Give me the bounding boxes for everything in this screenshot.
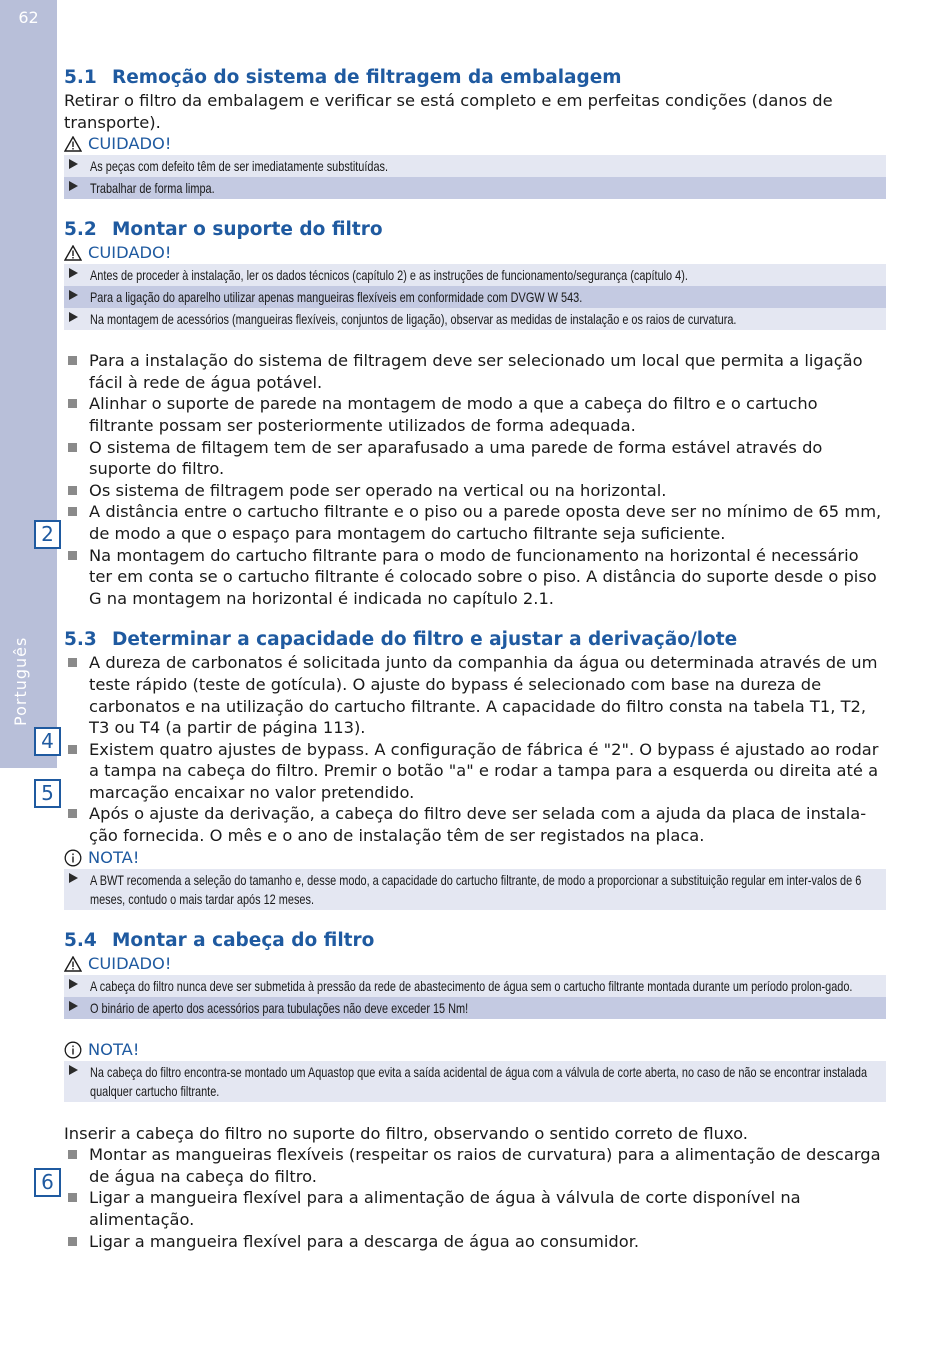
list-item: Para a instalação do sistema de filtragem deve ser selecionado um local que permita a ligação fácil à rede de água potável.	[64, 350, 886, 393]
note-row: A BWT recomenda a seleção do tamanho e, desse modo, a capacidade do cartucho filtrante, de modo a proporcionar a substituição regular em inter-valos de 6 meses, contudo o mais tardar após 12 meses.	[64, 869, 886, 910]
page-number: 62	[18, 8, 39, 27]
caution-label: CUIDADO!	[64, 242, 886, 264]
arrow-right-icon	[69, 181, 78, 191]
section-paragraph: Retirar o filtro da embalagem e verificar se está completo e em perfeitas condições (danos de transporte).	[64, 91, 833, 132]
list-item: Alinhar o suporte de parede na montagem de modo a que a cabeça do filtro e o cartucho filtrante possam ser posteriormente utilizados de forma adequada.	[64, 393, 886, 436]
list-item: A dureza de carbonatos é solicitada junto da companhia da água ou determinada através de um teste rápido (teste de gotícula). O ajuste do bypass é selecionado com base na dureza de carbonatos e na utilização do cartucho filtrante. A capacidade do filtro consta na tabela T1, T2, T3 ou T4 (a partir de página 113).	[64, 652, 886, 738]
note-row: Na cabeça do filtro encontra-se montado um Aquastop que evita a saída acidental de água com a válvula de corte aberta, no caso de não se encontrar instalada qualquer cartucho filtrante.	[64, 1061, 886, 1102]
note-row: As peças com defeito têm de ser imediatamente substituídas.	[64, 155, 886, 177]
notice-label: NOTA!	[64, 1039, 886, 1061]
section-heading-5-2: 5.2 Montar o suporte do filtro	[64, 219, 383, 241]
list-item: Existem quatro ajustes de bypass. A configuração de fábrica é "2". O bypass é ajustado ao rodar a tampa na cabeça do filtro. Premir o botão "a" e rodar a tampa para a esquerda ou direita até a marcação encaixar no valor pretendido.	[64, 739, 886, 804]
caution-label: CUIDADO!	[64, 133, 886, 155]
note-row: O binário de aperto dos acessórios para tubulações não deve exceder 15 Nm!	[64, 997, 886, 1019]
info-circle-icon	[64, 1041, 82, 1059]
list-item: Ligar a mangueira flexível para a alimentação de água à válvula de corte disponível na alimentação.	[64, 1187, 886, 1230]
arrow-right-icon	[69, 268, 78, 278]
info-circle-icon	[64, 849, 82, 867]
warning-triangle-icon	[64, 245, 82, 261]
figure-ref-4: 4	[34, 727, 61, 756]
arrow-right-icon	[69, 1065, 78, 1075]
language-tab: Português	[11, 636, 30, 726]
notice-label: NOTA!	[64, 847, 886, 869]
section-heading-5-4: 5.4 Montar a cabeça do filtro	[64, 929, 375, 951]
section-paragraph: Inserir a cabeça do filtro no suporte do filtro, observando o sentido correto de fluxo.	[64, 1123, 748, 1143]
arrow-right-icon	[69, 873, 78, 883]
bullet-list	[64, 652, 886, 846]
bullet-list	[64, 1144, 886, 1252]
list-item: Os sistema de filtragem pode ser operado na vertical ou na horizontal.	[64, 480, 886, 502]
figure-ref-2: 2	[34, 520, 61, 549]
list-item: Ligar a mangueira flexível para a descarga de água ao consumidor.	[64, 1231, 886, 1253]
list-item: A distância entre o cartucho filtrante e o piso ou a parede oposta deve ser no mínimo de 65 mm, de modo a que o espaço para montagem do cartucho filtrante seja suficiente.	[64, 501, 886, 544]
list-item: Após o ajuste da derivação, a cabeça do filtro deve ser selada com a ajuda da placa de instala-ção fornecida. O mês e o ano de instalação têm de ser registados na placa.	[64, 803, 886, 846]
list-item: O sistema de filtagem tem de ser aparafusado a uma parede de forma estável através do suporte do filtro.	[64, 437, 886, 480]
warning-triangle-icon	[64, 956, 82, 972]
note-row: A cabeça do filtro nunca deve ser submetida à pressão da rede de abastecimento de água sem o cartucho filtrante montada durante um período prolon-gado.	[64, 975, 886, 997]
bullet-list	[64, 350, 886, 609]
note-row: Antes de proceder à instalação, ler os dados técnicos (capítulo 2) e as instruções de funcionamento/segurança (capítulo 4).	[64, 264, 886, 286]
arrow-right-icon	[69, 1001, 78, 1011]
note-row: Na montagem de acessórios (mangueiras flexíveis, conjuntos de ligação), observar as medidas de instalação e os raios de curvatura.	[64, 308, 886, 330]
section-heading-5-1: 5.1 Remoção do sistema de filtragem da embalagem	[64, 67, 622, 88]
list-item: Montar as mangueiras flexíveis (respeitar os raios de curvatura) para a alimentação de descarga de água na cabeça do filtro.	[64, 1144, 886, 1187]
section-heading-5-3: 5.3 Determinar a capacidade do filtro e ajustar a derivação/lote	[64, 629, 738, 651]
figure-ref-5: 5	[34, 779, 61, 808]
arrow-right-icon	[69, 290, 78, 300]
page-content	[64, 66, 886, 1252]
list-item: Na montagem do cartucho filtrante para o modo de funcionamento na horizontal é necessário ter em conta se o cartucho filtrante é colocado sobre o piso. A distância do suporte desde o piso G na montagem na horizontal é indicada no capítulo 2.1.	[64, 545, 886, 610]
arrow-right-icon	[69, 979, 78, 989]
note-row: Para a ligação do aparelho utilizar apenas mangueiras flexíveis em conformidade com DVGW W 543.	[64, 286, 886, 308]
arrow-right-icon	[69, 159, 78, 169]
figure-ref-6: 6	[34, 1168, 61, 1197]
arrow-right-icon	[69, 312, 78, 322]
warning-triangle-icon	[64, 136, 82, 152]
caution-label: CUIDADO!	[64, 953, 886, 975]
note-row: Trabalhar de forma limpa.	[64, 177, 886, 199]
